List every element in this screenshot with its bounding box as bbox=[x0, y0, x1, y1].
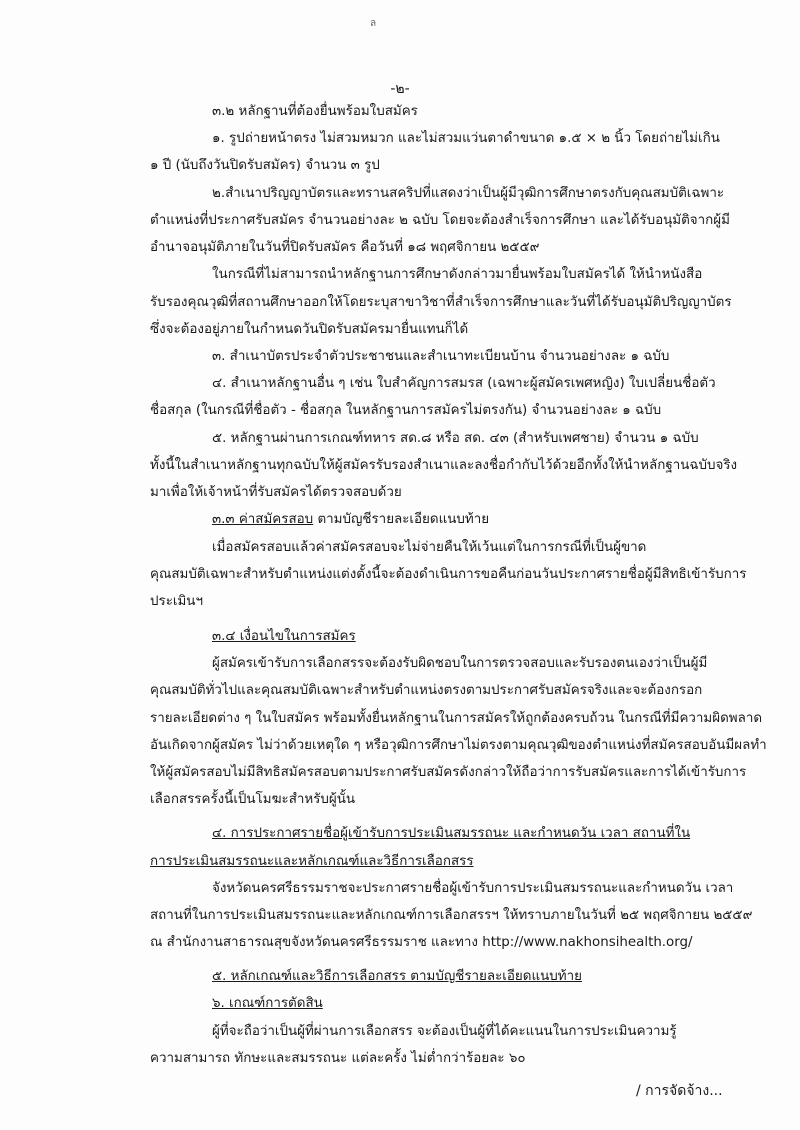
text-line: ๑ ปี (นับถึงวันปิดรับสมัคร) จำนวน ๓ รูป bbox=[150, 158, 380, 174]
section-4-heading: ๔. การประกาศรายชื่อผู้เข้ารับการประเมินสมรรถนะ และกำหนดวัน เวลา สถานที่ใน bbox=[212, 826, 691, 842]
text-line: ผู้สมัครเข้ารับการเลือกสรรจะต้องรับผิดชอบในการตรวจสอบและรับรองตนเองว่าเป็นผู้มี bbox=[212, 656, 708, 672]
text-line: ๔. สำเนาหลักฐานอื่น ๆ เช่น ใบสำคัญการสมรส (เฉพาะผู้สมัครเพศหญิง) ใบเปลี่ยนชื่อตัว bbox=[212, 376, 716, 392]
text-line: เมื่อสมัครสอบแล้วค่าสมัครสอบจะไม่จ่ายคืนให้เว้นแต่ในการกรณีที่เป็นผู้ขาด bbox=[212, 539, 647, 555]
section-3-2-heading: ๓.๒ หลักฐานที่ต้องยื่นพร้อมใบสมัคร bbox=[212, 104, 418, 119]
text-line: ๓. สำเนาบัตรประจำตัวประชาชนและสำเนาทะเบียนบ้าน จำนวนอย่างละ ๑ ฉบับ bbox=[212, 348, 670, 364]
text-line: ให้ผู้สมัครสอบไม่มีสิทธิสมัครสอบตามประกาศรับสมัครดังกล่าวให้ถือว่าการรับสมัครและการได้เข้ารับการ bbox=[150, 765, 747, 781]
text-line: ทั้งนี้ในสำเนาหลักฐานทุกฉบับให้ผู้สมัครรับรองสำเนาและลงชื่อกำกับไว้ด้วยอีกทั้งให้นำหลักฐานฉบับจริง bbox=[150, 457, 738, 473]
section-5-heading: ๕. หลักเกณฑ์และวิธีการเลือกสรร ตามบัญชีรายละเอียดแนบท้าย bbox=[212, 969, 582, 985]
text-line: คุณสมบัติทั่วไปและคุณสมบัติเฉพาะสำหรับตำแหน่งตรงตามประกาศรับสมัครจริงและจะต้องกรอก bbox=[150, 683, 703, 699]
continuation-footer: / การจัดจ้าง... bbox=[636, 1083, 723, 1099]
section-3-3-line bbox=[212, 511, 489, 529]
text-line: ซึ่งจะต้องอยู่ภายในกำหนดวันปิดรับสมัครมายื่นแทนก็ได้ bbox=[150, 321, 469, 337]
text-line: ณ สำนักงานสาธารณสุขจังหวัดนครศรีธรรมราช และทาง http://www.nakhonsihealth.org/ bbox=[150, 935, 693, 951]
text-line: คุณสมบัติเฉพาะสำหรับตำแหน่งแต่งตั้งนี้จะต้องดำเนินการขอคืนก่อนวันประกาศรายชื่อผู้มีสิทธิเข้ารับการ bbox=[150, 566, 747, 582]
text-line: ๒.สำเนาปริญญาบัตรและทรานสคริปที่แสดงว่าเป็นผู้มีวุฒิการศึกษาตรงกับคุณสมบัติเฉพาะ bbox=[212, 185, 725, 201]
text-line: จังหวัดนครศรีธรรมราชจะประกาศรายชื่อผู้เข้ารับการประเมินสมรรถนะและกำหนดวัน เวลา bbox=[212, 880, 734, 896]
text-line: ความสามารถ ทักษะและสมรรถนะ แต่ละครั้ง ไม่ต่ำกว่าร้อยละ ๖๐ bbox=[150, 1050, 526, 1066]
text-line: ชื่อสกุล (ในกรณีที่ชื่อตัว - ชื่อสกุล ในหลักฐานการสมัครไม่ตรงกัน) จำนวนอย่างละ ๑ ฉบับ bbox=[150, 403, 662, 419]
text-line: เลือกสรรครั้งนี้เป็นโมฆะสำหรับผู้นั้น bbox=[150, 792, 356, 808]
top-mark: ล bbox=[370, 18, 377, 29]
section-3-4-heading: ๓.๔ เงื่อนไขในการสมัคร bbox=[212, 628, 356, 644]
text-line: ๑. รูปถ่ายหน้าตรง ไม่สวมหมวก และไม่สวมแว่นตาดำขนาด ๑.๕ × ๒ นิ้ว โดยถ่ายไม่เกิน bbox=[212, 131, 720, 147]
text-line: รายละเอียดต่าง ๆ ในใบสมัคร พร้อมทั้งยื่นหลักฐานในการสมัครให้ถูกต้องครบถ้วน ในกรณีที่มีความผิดพลาด bbox=[150, 710, 763, 726]
section-4-heading-cont: การประเมินสมรรถนะและหลักเกณฑ์และวิธีการเลือกสรร bbox=[150, 853, 474, 869]
text-line: ๕. หลักฐานผ่านการเกณฑ์ทหาร สด.๘ หรือ สด. ๔๓ (สำหรับเพศชาย) จำนวน ๑ ฉบับ bbox=[212, 430, 699, 446]
text-line: รับรองคุณวุฒิที่สถานศึกษาออกให้โดยระบุสาขาวิชาที่สำเร็จการศึกษาและวันที่ได้รับอนุมัติปริญญาบัตร bbox=[150, 294, 732, 310]
text-line: ผู้ที่จะถือว่าเป็นผู้ที่ผ่านการเลือกสรร จะต้องเป็นผู้ที่ได้คะแนนในการประเมินความรู้ bbox=[212, 1023, 677, 1039]
section-6-heading: ๖. เกณฑ์การตัดสิน bbox=[212, 996, 323, 1012]
text-line: อันเกิดจากผู้สมัคร ไม่ว่าด้วยเหตุใด ๆ หรือวุฒิการศึกษาไม่ตรงตามคุณวุฒิของตำแหน่งที่สมัครสอบอันมีผลทำ bbox=[150, 737, 767, 753]
fee-heading: ๓.๓ ค่าสมัครสอบ bbox=[212, 512, 314, 528]
text-line: ในกรณีที่ไม่สามารถนำหลักฐานการศึกษาดังกล่าวมายื่นพร้อมใบสมัครได้ ให้นำหนังสือ bbox=[212, 267, 703, 283]
page-number: -๒- bbox=[390, 81, 410, 97]
text-line: ประเมินฯ bbox=[150, 593, 203, 609]
text-line: ตำแหน่งที่ประกาศรับสมัคร จำนวนอย่างละ ๒ ฉบับ โดยจะต้องสำเร็จการศึกษา และได้รับอนุมัติจากผู้มี bbox=[150, 212, 730, 228]
text-line: อำนาจอนุมัติภายในวันที่ปิดรับสมัคร คือวันที่ ๑๘ พฤศจิกายน ๒๕๕๙ bbox=[150, 240, 540, 256]
fee-heading-rest: ตามบัญชีรายละเอียดแนบท้าย bbox=[317, 512, 490, 528]
text-line: มาเพื่อให้เจ้าหน้าที่รับสมัครได้ตรวจสอบด้วย bbox=[150, 485, 402, 501]
text-line: สถานที่ในการประเมินสมรรถนะและหลักเกณฑ์การเลือกสรรฯ ให้ทราบภายในวันที่ ๒๕ พฤศจิกายน ๒๕๕๙ bbox=[150, 907, 753, 923]
